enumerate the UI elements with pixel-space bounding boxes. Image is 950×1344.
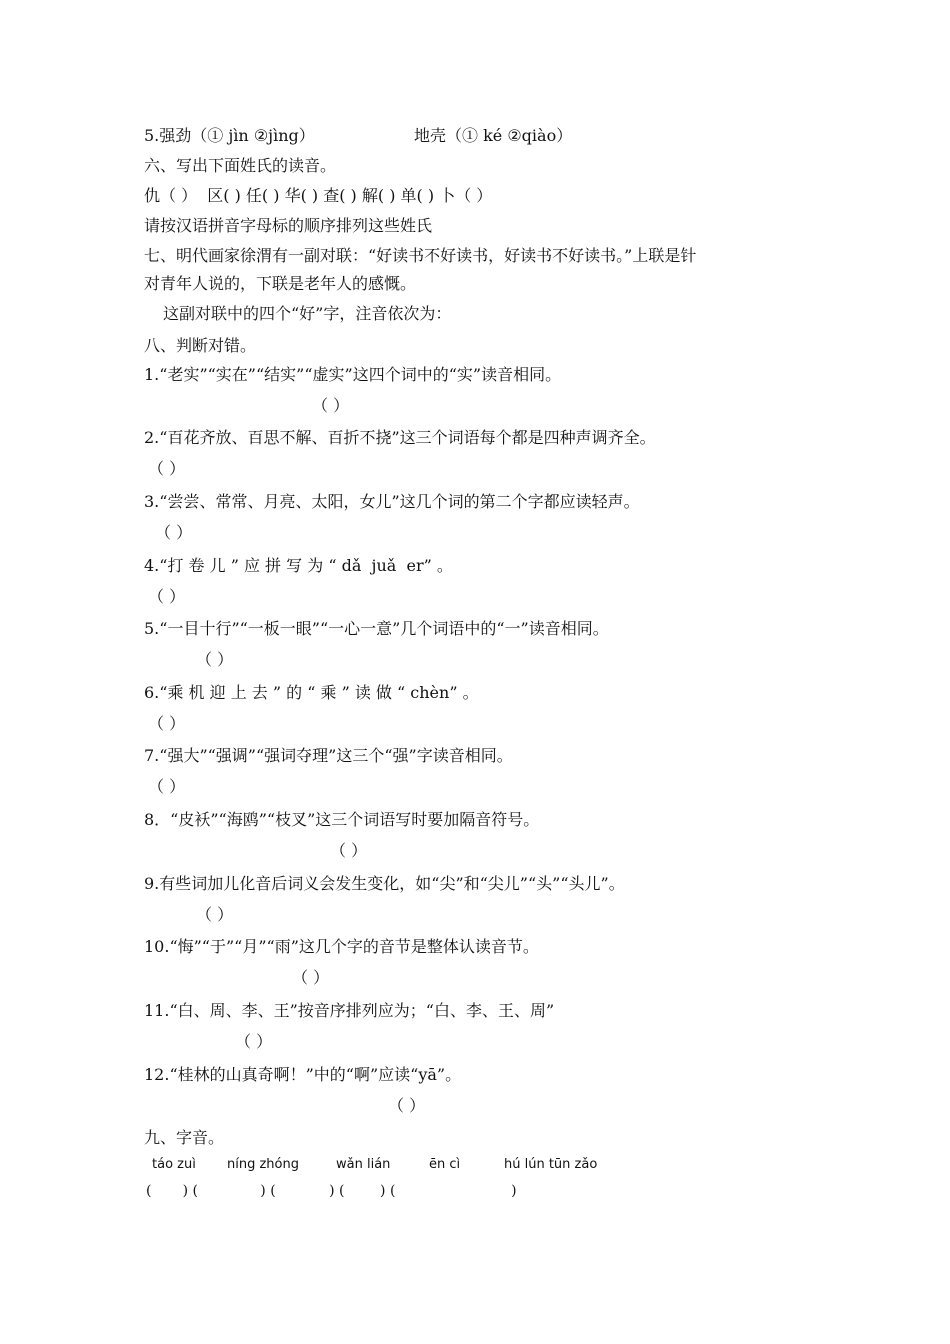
pinyin-3: wǎn lián <box>336 1157 391 1172</box>
pinyin-5: hú lún tūn zǎo <box>504 1157 598 1172</box>
judge-answer-3[interactable]: （ ） <box>155 523 193 542</box>
judge-answer-7[interactable]: （ ） <box>148 777 186 796</box>
judge-answer-2[interactable]: （ ） <box>148 459 186 478</box>
surname-list: 仇（ ） 区( ) 任( ) 华( ) 查( ) 解( ) 单( ) 卜（ ） <box>144 186 493 205</box>
judge-item-3: 3.“尝尝、常常、月亮、太阳，女儿”这几个词的第二个字都应读轻声。 <box>144 492 640 511</box>
judge-answer-5[interactable]: （ ） <box>196 650 234 669</box>
section-7-line-1: 七、明代画家徐渭有一副对联：“好读书不好读书，好读书不好读书。”上联是针 <box>144 246 697 265</box>
judge-answer-10[interactable]: （ ） <box>292 968 330 987</box>
judge-item-1: 1.“老实”“实在”“结实”“虚实”这四个词中的“实”读音相同。 <box>144 365 562 384</box>
pinyin-2: níng zhóng <box>227 1157 299 1172</box>
judge-answer-12[interactable]: （ ） <box>388 1096 426 1115</box>
section-9-title: 九、字音。 <box>144 1128 225 1147</box>
judge-item-5: 5.“一目十行”“一板一眼”“一心一意”几个词语中的“一”读音相同。 <box>144 619 609 638</box>
judge-answer-9[interactable]: （ ） <box>196 905 234 924</box>
section-7-line-3: 这副对联中的四个“好”字，注音依次为： <box>163 304 452 323</box>
judge-item-9: 9.有些词加儿化音后词义会发生变化，如“尖”和“尖儿”“头”“头儿”。 <box>144 874 625 893</box>
judge-answer-1[interactable]: （ ） <box>312 396 350 415</box>
judge-answer-6[interactable]: （ ） <box>148 714 186 733</box>
judge-item-11: 11.“白、周、李、王”按音序排列应为；“白、李、王、周” <box>144 1001 555 1020</box>
judge-item-6: 6.“乘 机 迎 上 去 ” 的 “ 乘 ” 读 做 “ chèn” 。 <box>144 683 479 702</box>
judge-answer-8[interactable]: （ ） <box>330 841 368 860</box>
answer-blanks[interactable]: ( ) ( ) ( ) ( ) ( ) <box>146 1183 517 1199</box>
q5-right: 地壳（① ké ②qiào） <box>414 126 573 145</box>
judge-item-8: 8．“皮袄”“海鸥”“枝叉”这三个词语写时要加隔音符号。 <box>144 810 540 829</box>
section-6-title: 六、写出下面姓氏的读音。 <box>144 156 337 175</box>
surname-instruction: 请按汉语拼音字母标的顺序排列这些姓氏 <box>144 216 433 235</box>
judge-item-4: 4.“打 卷 儿 ” 应 拼 写 为 “ dǎ juǎ er” 。 <box>144 556 453 575</box>
section-8-title: 八、判断对错。 <box>144 336 257 355</box>
judge-item-12: 12.“桂林的山真奇啊！”中的“啊”应读“yā”。 <box>144 1065 462 1084</box>
judge-item-2: 2.“百花齐放、百思不解、百折不挠”这三个词语每个都是四种声调齐全。 <box>144 428 656 447</box>
q5-left: 5.强劲（① jìn ②jìng） <box>144 126 315 145</box>
section-7-line-2: 对青年人说的，下联是老年人的感慨。 <box>144 274 417 293</box>
judge-item-10: 10.“悔”“于”“月”“雨”这几个字的音节是整体认读音节。 <box>144 937 539 956</box>
judge-item-7: 7.“强大”“强调”“强词夺理”这三个“强”字读音相同。 <box>144 746 513 765</box>
judge-answer-11[interactable]: （ ） <box>235 1032 273 1051</box>
pinyin-4: ēn cì <box>429 1157 461 1172</box>
judge-answer-4[interactable]: （ ） <box>148 587 186 606</box>
pinyin-1: táo zuì <box>152 1157 196 1172</box>
